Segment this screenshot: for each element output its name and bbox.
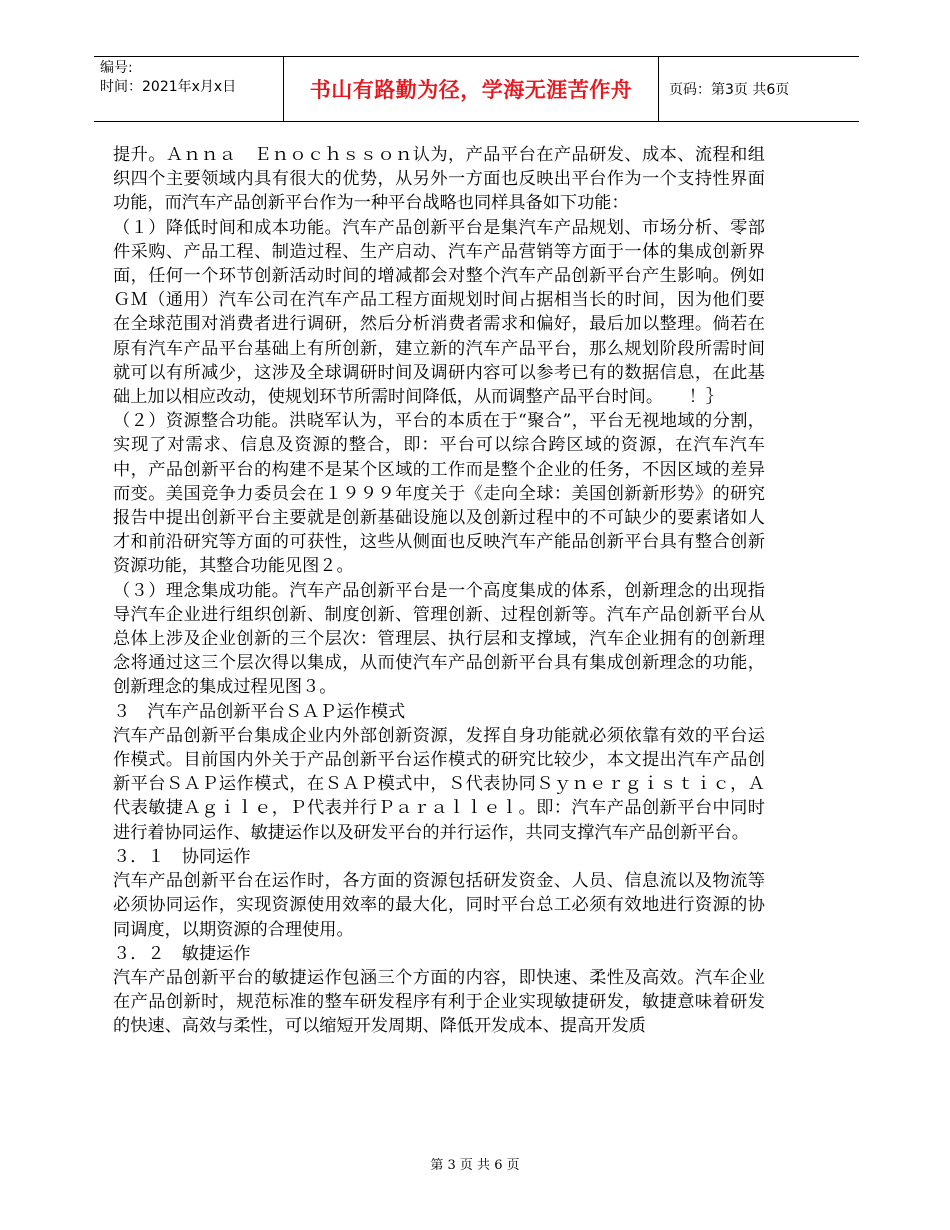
paragraph-concept-integration: （３）理念集成功能。汽车产品创新平台是一个高度集成的体系，创新理念的出现指导汽车企业进行组织创新、制度创新、管理创新、过程创新等。汽车产品创新平台从总体上涉及企业创新的三个层次：管理层、执行层和支撑域，汽车企业拥有的创新理念将通过这三个层次得以集成，从而使汽车产品创新平台具有集成创新理念的功能，创新理念的集成过程见图３。 xyxy=(113,580,765,698)
paragraph-time-cost-function: （１）降低时间和成本功能。汽车产品创新平台是集汽车产品规划、市场分析、零部件采购、产品工程、制造过程、生产启动、汽车产品营销等方面于一体的集成创新界面，任何一个环节创新活动时间的增减都会对整个汽车产品创新平台产生影响。例如ＧＭ（通用）汽车公司在汽车产品工程方面规划时间占据相当长的时间，因为他们要在全球范围对消费者进行调研，然后分析消费者需求和偏好，最后加以整理。倘若在原有汽车产品平台基础上有所创新，建立新的汽车产品平台，那么规划阶段所需时间就可以有所减少，这涉及全球调研时间及调研内容可以参考已有的数据信息，在此基础上加以相应改动，使规划环节所需时间降低，从而调整产品平台时间。 ！｝ xyxy=(113,217,765,408)
subsection-heading-agile: ３．２ 敏捷运作 xyxy=(113,943,251,964)
paragraph-intro: 提升。Ａｎｎａ Ｅｎｏｃｈｓｓｏｎ认为，产品平台在产品研发、成本、流程和组织四个主要领域内具有很大的优势，从另外一方面也反映出平台作为一个支持性界面功能，而汽车产品创新平台作为一种平台战略也同样具备如下功能： xyxy=(113,145,765,214)
section-heading-sap: ３ 汽车产品创新平台ＳＡＰ运作模式 xyxy=(113,701,406,722)
header-motto: 书山有路勤为径，学海无涯苦作舟 xyxy=(284,57,659,121)
subsection-heading-synergy: ３．１ 协同运作 xyxy=(113,846,251,867)
document-number-label: 编号: xyxy=(100,60,133,76)
paragraph-sap-intro: 汽车产品创新平台集成企业内外部创新资源，发挥自身功能就必须依靠有效的平台运作模式。目前国内外关于产品创新平台运作模式的研究比较少，本文提出汽车产品创新平台ＳＡＰ运作模式，在ＳＡＰ模式中，Ｓ代表协同Ｓｙｎｅｒｇｉｓｔｉｃ，Ａ代表敏捷Ａｇｉｌｅ，Ｐ代表并行Ｐａｒａｌｌｅｌ。即：汽车产品创新平台中同时进行着协同运作、敏捷运作以及研发平台的并行运作，共同支撑汽车产品创新平台。 xyxy=(113,725,765,843)
header-page-number: 页码：第3页 共6页 xyxy=(669,82,790,98)
paragraph-synergy: 汽车产品创新平台在运作时，各方面的资源包括研发资金、人员、信息流以及物流等必须协同运作，实现资源使用效率的最大化，同时平台总工必须有效地进行资源的协同调度，以期资源的合理使用。 xyxy=(113,871,765,940)
header-left-cell xyxy=(94,57,284,121)
document-body xyxy=(113,143,765,1039)
paragraph-resource-integration: （２）资源整合功能。洪晓军认为，平台的本质在于“聚合”，平台无视地域的分割，实现了对需求、信息及资源的整合，即：平台可以综合跨区域的资源，在汽车汽车中，产品创新平台的构建不是某个区域的工作而是整个企业的任务，不因区域的差异而变。美国竞争力委员会在１９９９年度关于《走向全球：美国创新新形势》的研究报告中提出创新平台主要就是创新基础设施以及创新过程中的不可缺少的要素诸如人才和前沿研究等方面的可获性，这些从侧面也反映汽车产能品创新平台具有整合创新资源功能，其整合功能见图２。 xyxy=(113,411,765,577)
paragraph-agile: 汽车产品创新平台的敏捷运作包涵三个方面的内容，即快速、柔性及高效。汽车企业在产品创新时，规范标准的整车研发程序有利于企业实现敏捷研发，敏捷意味着研发的快速、高效与柔性，可以缩短开发周期、降低开发成本、提高开发质 xyxy=(113,967,765,1037)
document-time-label: 时间：2021年x月x日 xyxy=(100,79,237,95)
page-header xyxy=(94,56,859,122)
page-footer: 第 3 页 共 6 页 xyxy=(430,1158,520,1173)
